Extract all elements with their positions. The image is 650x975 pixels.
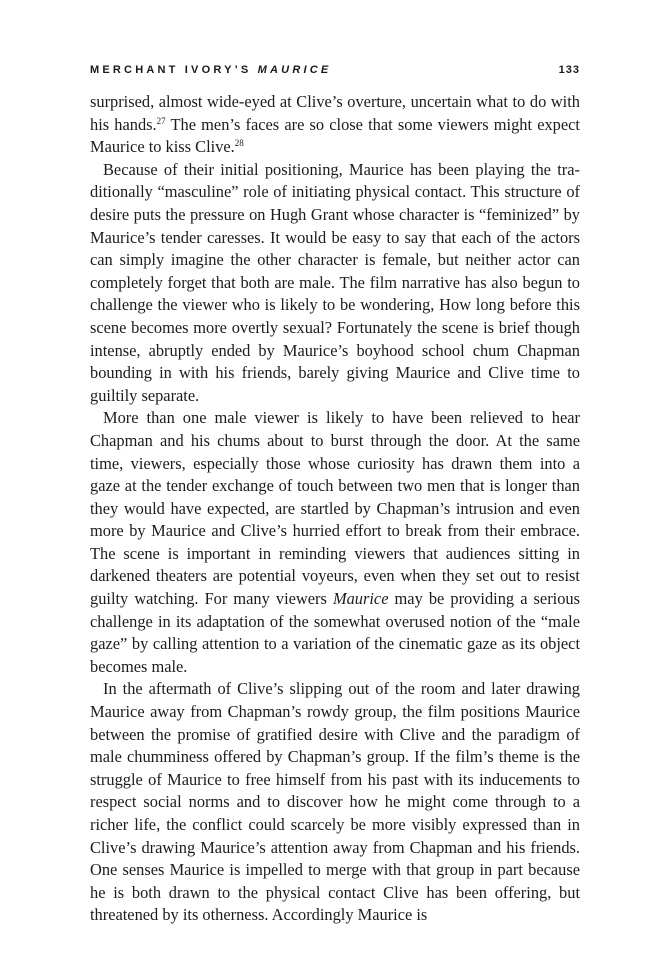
page-number: 133	[558, 64, 580, 76]
text-run: may be providing a serious challenge in its adaptation of the somewhat overused notion of the “male gaze” by calling attention to a variation of the cinematic gaze as its object becomes male.	[90, 589, 580, 676]
footnote-ref-28[interactable]: 28	[234, 138, 244, 149]
text-run: More than one male viewer is likely to have been relieved to hear Chapman and his chums about to burst through the door. At the same time, viewers, especially those whose curiosity has drawn them into a gaze at the tender exchange of touch between two men that is longer than they would have expected, are startled by Chapman’s intrusion and even more by Maurice and Clive’s hurried effort to break from their embrace. The scene is important in reminding viewers that audiences sitting in darkened theaters are potential voyeurs, even when they set out to resist guilty watching. For many viewers	[90, 408, 580, 609]
paragraph-1	[90, 91, 580, 159]
running-head-title-prefix: MERCHANT IVORY’S	[90, 64, 258, 76]
running-head-title-italic: MAURICE	[257, 64, 332, 76]
text-run: Because of their initial positioning, Maurice has been playing the traditionally “masculine” role of initiating physical contact. This structure of desire puts the pressure on Hugh Grant whose character is “feminized” by Maurice’s tender caresses. It would be easy to say that each of the actors can simply imagine the other character is female, but neither actor can completely forget that both are male. The film narrative has also begun to challenge the viewer who is likely to be wondering, How long before this scene becomes more overtly sexual? Fortunately the scene is brief though intense, abruptly ended by Maurice’s boyhood school chum Chapman bounding in with his friends, barely giving Maurice and Clive time to guiltily separate.	[90, 159, 580, 405]
running-head-title	[90, 64, 331, 76]
text-run: The men’s faces are so close that some viewers might expect Maurice to kiss Clive.	[90, 114, 580, 157]
text-run: In the aftermath of Clive’s slipping out of the room and later drawing Maurice away from Chapman’s rowdy group, the film positions Maurice between the promise of gratified desire with Clive and the paradigm of male chumminess offered by Chapman’s group. If the film’s theme is the struggle of Maurice to free himself from his past with its inducements to respect social norms and to discover how he might come through to a richer life, the conflict could scarcely be more visibly expressed than in Clive’s drawing Maurice’s attention away from Chapman and his friends. One senses Maurice is impelled to merge with that group in part because he is both drawn to the physical contact Clive has been offering, but threatened by its otherness. Accordingly Maurice is	[90, 679, 580, 925]
running-head	[90, 64, 580, 76]
film-title-italic: Maurice	[332, 589, 389, 609]
footnote-ref-27[interactable]: 27	[156, 115, 166, 126]
paragraph-3	[90, 407, 580, 678]
body-text	[90, 91, 580, 927]
paragraph-2	[90, 159, 580, 408]
book-page	[90, 64, 580, 927]
text-run: surprised, almost wide-eyed at Clive’s overture, uncertain what to do with his hands.	[90, 92, 580, 134]
paragraph-4	[90, 678, 580, 927]
